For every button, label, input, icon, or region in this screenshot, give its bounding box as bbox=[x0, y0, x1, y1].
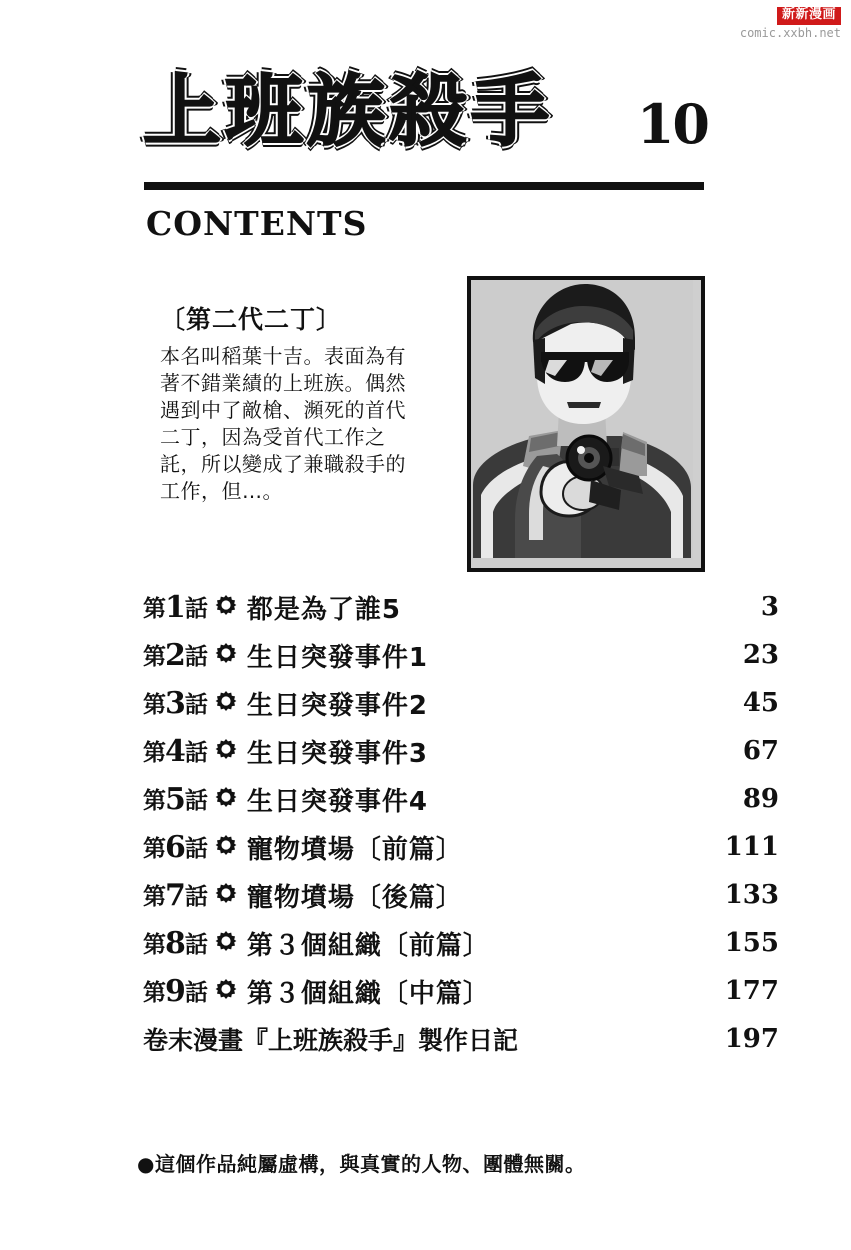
title-block bbox=[143, 60, 708, 180]
page-title: 上班族殺手 bbox=[143, 67, 554, 157]
chapter-page: 45 bbox=[742, 688, 779, 718]
watermark-url: comic.xxbh.net bbox=[739, 25, 841, 40]
chapter-label: 第2話 bbox=[143, 637, 207, 673]
chapter-page: 111 bbox=[724, 832, 779, 862]
toc-row[interactable] bbox=[143, 967, 783, 1015]
gear-icon bbox=[215, 642, 237, 668]
chapter-title: 都是為了誰5 bbox=[246, 594, 401, 625]
toc-row[interactable] bbox=[143, 919, 783, 967]
chapter-label: 第8話 bbox=[143, 925, 207, 961]
toc-row-bonus[interactable] bbox=[143, 1015, 783, 1063]
chapter-title: 生日突發事件2 bbox=[246, 690, 428, 721]
portrait-illustration bbox=[471, 280, 693, 560]
watermark-site-label: 新新漫画 bbox=[777, 7, 841, 25]
chapter-title: 生日突發事件1 bbox=[246, 642, 428, 673]
chapter-title: 生日突發事件3 bbox=[246, 738, 428, 769]
gear-icon bbox=[215, 978, 237, 1004]
toc-row[interactable] bbox=[143, 871, 783, 919]
toc-row[interactable] bbox=[143, 823, 783, 871]
toc-row[interactable] bbox=[143, 631, 783, 679]
gear-icon bbox=[215, 786, 237, 812]
chapter-title: 第３個組織〔前篇〕 bbox=[246, 930, 490, 961]
disclaimer-note: ●這個作品純屬虛構，與真實的人物、團體無關。 bbox=[137, 1152, 586, 1176]
chapter-page: 23 bbox=[742, 640, 779, 670]
chapter-page: 177 bbox=[724, 976, 779, 1006]
chapter-label: 第5話 bbox=[143, 781, 207, 817]
chapter-title: 第３個組織〔中篇〕 bbox=[246, 978, 490, 1009]
character-name: 〔第二代二丁〕 bbox=[160, 305, 343, 334]
toc-row[interactable] bbox=[143, 679, 783, 727]
gear-icon bbox=[215, 834, 237, 860]
chapter-title: 生日突發事件4 bbox=[246, 786, 428, 817]
gear-icon bbox=[215, 690, 237, 716]
character-description: 本名叫稻葉十吉。表面為有著不錯業績的上班族。偶然遇到中了敵槍、瀕死的首代二丁，因為受首代工作之託，所以變成了兼職殺手的工作，但…。 bbox=[160, 344, 406, 503]
gear-icon bbox=[215, 738, 237, 764]
chapter-page: 133 bbox=[724, 880, 779, 910]
chapter-page: 67 bbox=[742, 736, 779, 766]
contents-heading: CONTENTS bbox=[146, 204, 368, 243]
chapter-page: 3 bbox=[760, 592, 779, 622]
chapter-label: 第1話 bbox=[143, 589, 207, 625]
gear-icon bbox=[215, 594, 237, 620]
chapter-title: 寵物墳場〔後篇〕 bbox=[246, 882, 463, 913]
gear-icon bbox=[215, 882, 237, 908]
watermark bbox=[740, 4, 841, 41]
gear-icon bbox=[215, 930, 237, 956]
chapter-page: 155 bbox=[724, 928, 779, 958]
chapter-label: 第6話 bbox=[143, 829, 207, 865]
character-profile bbox=[160, 300, 425, 505]
chapter-page: 89 bbox=[742, 784, 779, 814]
chapter-label: 第3話 bbox=[143, 685, 207, 721]
chapter-title: 寵物墳場〔前篇〕 bbox=[246, 834, 463, 865]
title-divider bbox=[144, 182, 704, 190]
toc-row[interactable] bbox=[143, 583, 783, 631]
chapter-label: 第7話 bbox=[143, 877, 207, 913]
bonus-title: 卷末漫畫『上班族殺手』製作日記 bbox=[143, 1026, 519, 1055]
volume-number: 10 bbox=[636, 92, 708, 156]
toc-row[interactable] bbox=[143, 727, 783, 775]
chapter-label: 第9話 bbox=[143, 973, 207, 1009]
toc-row[interactable] bbox=[143, 775, 783, 823]
chapter-label: 第4話 bbox=[143, 733, 207, 769]
bonus-page: 197 bbox=[724, 1024, 779, 1054]
table-of-contents bbox=[143, 583, 783, 1063]
character-portrait bbox=[467, 276, 705, 572]
